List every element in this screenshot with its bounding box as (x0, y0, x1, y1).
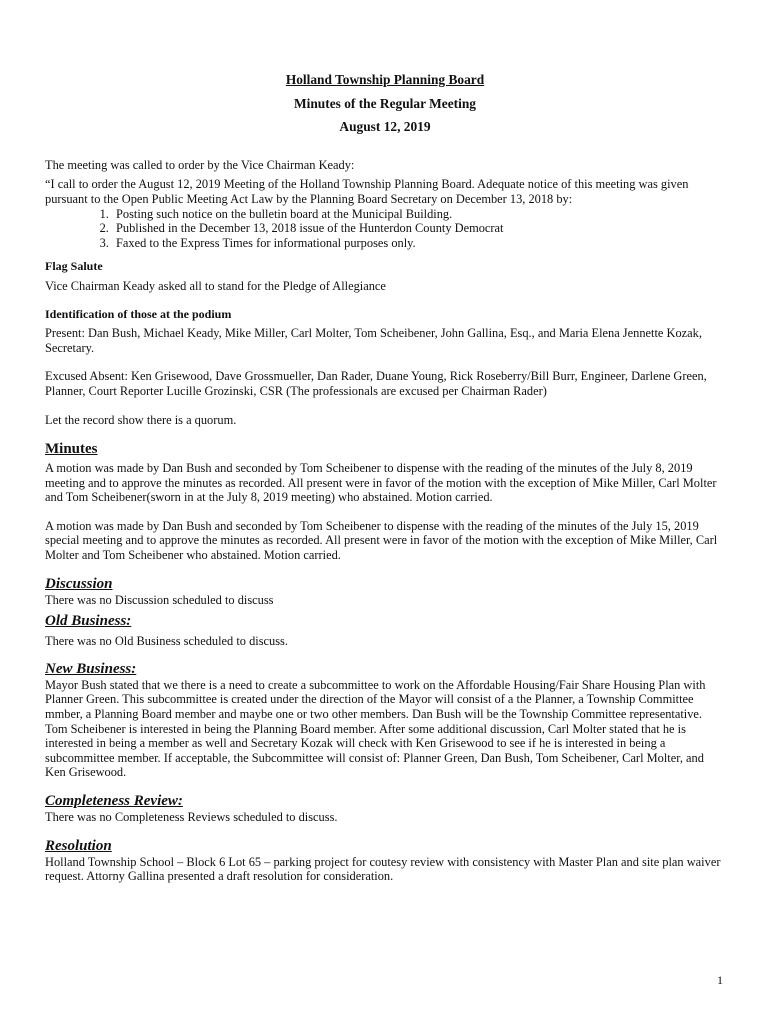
org-title: Holland Township Planning Board (285, 72, 485, 87)
call-to-order-quote: “I call to order the August 12, 2019 Meeting of the Holland Township Planning Board. Adequate notice of this meeting was given pursuant to the Open Public Meeting Act Law by the Planning Board Secretary on December 13, 2018 by: (45, 177, 689, 206)
resolution-text: Holland Township School – Block 6 Lot 65 – parking project for coutesy review with consistency with Master Plan and site plan waiver request. Attorny Gallina presented a draft resolution for consideration. (45, 854, 721, 884)
call-to-order-intro: The meeting was called to order by the Vice Chairman Keady: (45, 157, 355, 172)
minutes-paragraph: A motion was made by Dan Bush and seconded by Tom Scheibener to dispense with the reading of the minutes of the July 8, 2019 meeting and to approve the minutes as recorded. All present were in favor of the motion with the exception of Mike Miller, Carl Molter and Tom Scheibener(sworn in at the July 8, 2019 meeting) who abstained. Motion carried. (45, 461, 717, 505)
notice-list (45, 207, 725, 251)
completeness-review-heading: Completeness Review: (45, 793, 183, 809)
present-text: Present: Dan Bush, Michael Keady, Mike Miller, Carl Molter, Tom Scheibener, John Gallina, Esq., and Maria Elena Jennette Kozak, Secretary. (45, 326, 702, 355)
completeness-review-text: There was no Completeness Reviews scheduled to discuss. (45, 810, 338, 824)
new-business-text: Mayor Bush stated that we there is a need to create a subcommittee to work on the Affordable Housing/Fair Share Housing Plan with Planner Green. This subcommittee is created under the direction of the Mayor will consist of a the Planner, a Township Committee mmber, a Planning Board member and maybe one or two other members. Dan Bush will be the Township Committee representative. Tom Scheibener is interested in being the Planning Board member. After some additional discussion, Carl Molter stated that he is interested in being a member as well and Secretary Kozak will check with Ken Grisewood to see if he is interested in being a subcommittee member. If acceptable, the Subcommittee will consist of: Planner Green, Dan Bush, Tom Scheibener, Carl Molter, and Ken Grisewood. (45, 677, 706, 780)
document-header (45, 73, 725, 135)
flag-salute-heading: Flag Salute (45, 259, 103, 274)
minutes-heading: Minutes (45, 441, 98, 458)
document-content (45, 73, 725, 884)
old-business-heading: Old Business: (45, 613, 132, 630)
list-item: 1. Posting such notice on the bulletin board at the Municipal Building. (112, 207, 725, 222)
list-item: 3. Faxed to the Express Times for informational purposes only. (112, 236, 725, 251)
minutes-paragraph: A motion was made by Dan Bush and seconded by Tom Scheibener to dispense with the reading of the minutes of the July 15, 2019 special meeting and to approve the minutes as recorded. All present were in favor of the motion with the exception of Mike Miller, Carl Molter and Tom Scheibener who abstained. Motion carried. (45, 518, 718, 563)
identification-heading: Identification of those at the podium (45, 306, 232, 321)
list-item: 2. Published in the December 13, 2018 issue of the Hunterdon County Democrat (112, 221, 725, 236)
meeting-date: August 12, 2019 (339, 119, 431, 135)
old-business-text: There was no Old Business scheduled to discuss. (45, 634, 288, 649)
discussion-heading: Discussion (45, 575, 113, 592)
quorum-text: Let the record show there is a quorum. (45, 412, 237, 427)
meeting-title: Minutes of the Regular Meeting (294, 95, 476, 111)
excused-text: Excused Absent: Ken Grisewood, Dave Grossmueller, Dan Rader, Duane Young, Rick Roseberry/Bill Burr, Engineer, Darlene Green, Planner, Court Reporter Lucille Grozinski, CSR (The professionals are excused per Chairman Rader) (45, 369, 707, 398)
resolution-heading: Resolution (45, 837, 112, 854)
flag-salute-text: Vice Chairman Keady asked all to stand for the Pledge of Allegiance (45, 278, 386, 293)
discussion-text: There was no Discussion scheduled to discuss (45, 592, 274, 607)
new-business-heading: New Business: (45, 660, 137, 677)
page-number: 1 (717, 973, 723, 987)
